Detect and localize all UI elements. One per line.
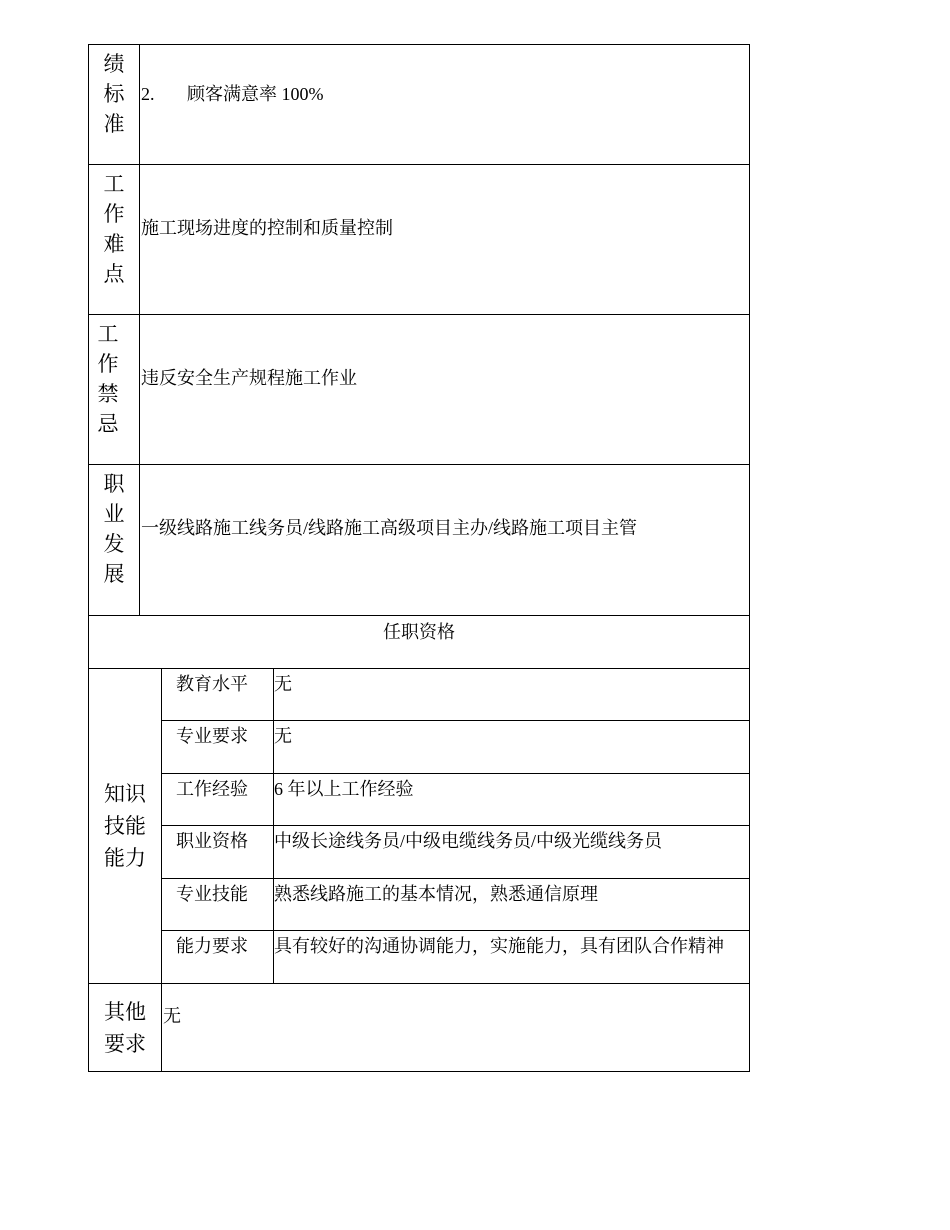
qual-value-major — [273, 720, 750, 774]
row-value-career-development — [139, 464, 750, 616]
row-label-work-difficulty — [88, 164, 140, 315]
row-value-work-taboo — [139, 314, 750, 465]
row-label-performance-standard — [88, 44, 140, 165]
qual-value-text: 无 — [274, 674, 292, 694]
qual-label-text: 职业资格 — [176, 831, 248, 851]
row-label-career-development — [88, 464, 140, 616]
group-label-text: 知识技能能力 — [104, 782, 146, 870]
qual-value-ability — [273, 930, 750, 984]
qual-label-skills — [161, 878, 274, 931]
row-label-text: 工作难点 — [103, 172, 125, 286]
qual-value-skills — [273, 878, 750, 931]
row-label-work-taboo — [88, 314, 140, 465]
qual-label-certification — [161, 825, 274, 879]
qual-value-experience — [273, 773, 750, 826]
qual-value-text: 无 — [274, 726, 292, 746]
qual-label-education — [161, 668, 274, 721]
other-value-text: 无 — [163, 1006, 181, 1026]
row-label-text: 工作禁忌 — [97, 322, 119, 436]
row-value-text: 顾客满意率 100% — [187, 84, 324, 104]
row-value-work-difficulty — [139, 164, 750, 315]
qual-label-text: 工作经验 — [176, 779, 248, 799]
qual-value-education — [273, 668, 750, 721]
qual-value-certification — [273, 825, 750, 879]
row-label-text: 职业发展 — [103, 472, 125, 586]
qual-label-major — [161, 720, 274, 774]
row-value-text: 违反安全生产规程施工作业 — [141, 368, 357, 388]
other-label-text: 其他要求 — [104, 999, 146, 1056]
row-value-performance-standard — [139, 44, 750, 165]
qualifications-title — [88, 615, 750, 669]
qualifications-title-text: 任职资格 — [383, 622, 455, 642]
row-value-text: 一级线路施工线务员/线路施工高级项目主办/线路施工项目主管 — [141, 518, 637, 538]
qual-label-ability — [161, 930, 274, 984]
row-label-text: 绩标准 — [103, 52, 125, 136]
list-number: 2. — [141, 84, 155, 104]
qual-label-text: 专业技能 — [176, 884, 248, 904]
row-value-text: 施工现场进度的控制和质量控制 — [141, 218, 393, 238]
qual-label-text: 能力要求 — [176, 936, 248, 956]
other-requirements-value — [161, 983, 750, 1072]
qual-value-text: 6 年以上工作经验 — [274, 779, 414, 799]
qual-label-experience — [161, 773, 274, 826]
qual-label-text: 专业要求 — [176, 726, 248, 746]
qual-label-text: 教育水平 — [176, 674, 248, 694]
qualifications-group-label — [88, 668, 162, 984]
qual-value-text: 中级长途线务员/中级电缆线务员/中级光缆线务员 — [274, 831, 662, 851]
qual-value-text: 具有较好的沟通协调能力，实施能力，具有团队合作精神 — [274, 936, 724, 956]
other-requirements-label — [88, 983, 162, 1072]
qual-value-text: 熟悉线路施工的基本情况，熟悉通信原理 — [274, 884, 598, 904]
